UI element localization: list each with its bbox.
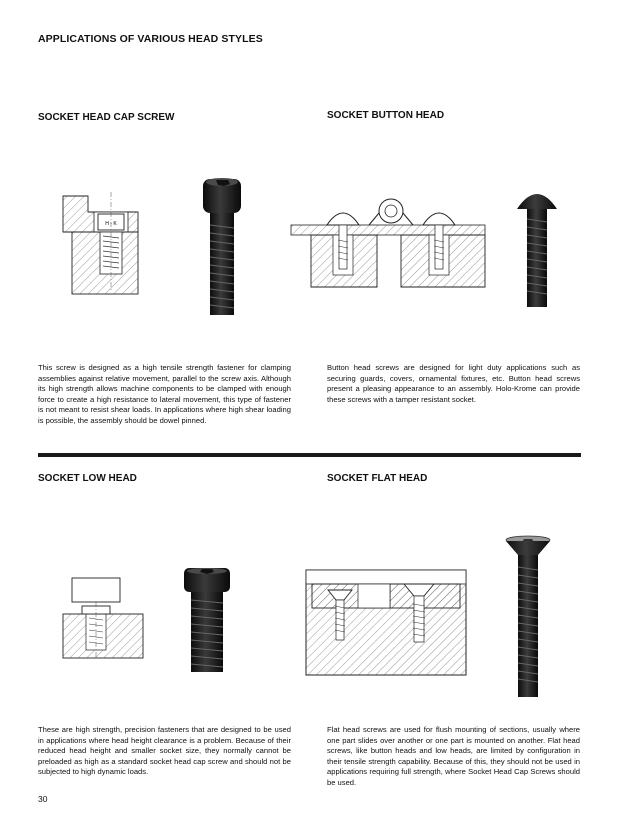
section-text-socket-low-head: These are high strength, precision fasteners that are designed to be used in applications where head height clearance is a problem. Because of their reduced head height and smaller socket size, they normally cannot be preloaded as high as a standard socket head cap screw and should not be subjected to high dynamic loads.: [38, 725, 291, 777]
page-number: 30: [38, 794, 48, 804]
section-title-socket-button-head: SOCKET BUTTON HEAD: [327, 110, 445, 121]
section-divider: [38, 453, 581, 457]
section-title-socket-flat-head: SOCKET FLAT HEAD: [327, 473, 428, 484]
button-head-screw-photo: [513, 185, 561, 310]
page-title: APPLICATIONS OF VARIOUS HEAD STYLES: [38, 33, 263, 45]
section-text-socket-button-head: Button head screws are designed for light duty applications such as securing guards, covers, ornamental fixtures, etc. Button head screws present a pleasing appearance to an assembly. Holo-Krome can provide these screws with a tamper resistant socket.: [327, 363, 580, 404]
section-title-socket-low-head: SOCKET LOW HEAD: [38, 473, 137, 484]
flat-head-assembly-diagram: [304, 568, 468, 678]
cap-screw-photo: [200, 175, 244, 320]
cap-screw-assembly-diagram: [58, 188, 158, 296]
low-head-assembly-diagram: [58, 576, 148, 661]
section-text-socket-head-cap-screw: This screw is designed as a high tensile strength fastener for clamping assemblies against relative movement, parallel to the screw axis. Although its high strength allows machine components to be clamped with enough force to create a high resistance to lateral movement, this type of fastener is not meant to resist shear loads. In applications where high shear loading is possible, the assembly should be dowel pinned.: [38, 363, 291, 425]
low-head-screw-photo: [182, 566, 232, 676]
diagram-label: H - K: [105, 221, 117, 227]
section-title-socket-head-cap-screw: SOCKET HEAD CAP SCREW: [38, 112, 175, 123]
flat-head-screw-photo: [504, 535, 552, 700]
section-text-socket-flat-head: Flat head screws are used for flush mounting of sections, usually where one part slides over another or one part is mounted on another. Flat head screws, like button heads and low heads, are limited by configuration in their tensile strength capability. Because of this, they should not be used in applications requiring full strength, where Socket Head Cap Screws should be used.: [327, 725, 580, 787]
button-head-assembly-diagram: [289, 195, 489, 295]
